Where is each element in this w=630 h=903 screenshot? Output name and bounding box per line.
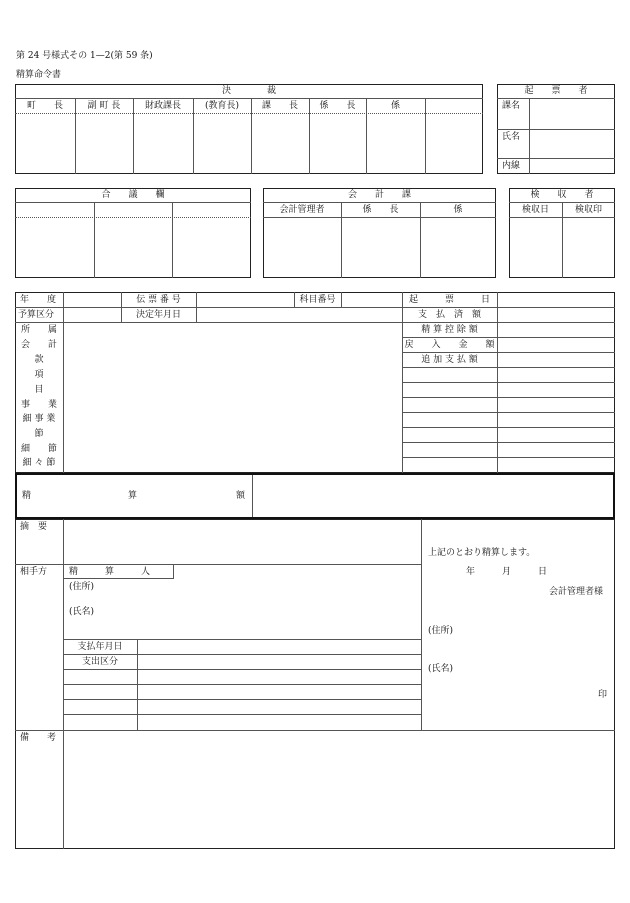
- approval-col-chief: 課 長: [261, 101, 298, 111]
- council-title: 合 議 欄: [101, 190, 165, 200]
- requester-name-label: (氏名): [428, 664, 454, 674]
- inspection-title: 検 収 者: [530, 190, 594, 200]
- approval-title: 決 裁: [221, 86, 276, 96]
- slip-number-label: 伝 票 番 号: [136, 295, 181, 305]
- decision-date-label: 決定年月日: [135, 310, 181, 320]
- requester-address-label: (住所): [428, 626, 454, 636]
- partner-label: 相手方: [20, 567, 48, 577]
- form-number: 第 24 号様式その 1—2(第 59 条): [16, 51, 153, 61]
- drafter-dept-label: 課名: [502, 101, 521, 111]
- accounting-title: 会 計 課: [347, 190, 411, 200]
- additional-pay-label: 追 加 支 払 額: [421, 355, 478, 365]
- year-label: 年 度: [20, 295, 57, 305]
- settlement-amount-box: [15, 473, 615, 519]
- category-subproject: 細 事 業: [22, 414, 56, 424]
- settler-label: 精 算 人: [69, 567, 151, 577]
- summary-label: 摘 要: [20, 522, 48, 532]
- pay-date-label: 支払年月日: [77, 642, 123, 652]
- settlement-char-2: 算: [128, 491, 138, 501]
- inspection-col-seal: 検収印: [574, 205, 602, 215]
- category-setsu: 節: [34, 429, 44, 439]
- category-kou: 項: [34, 370, 44, 380]
- approval-col-mayor: 町 長: [26, 101, 63, 111]
- category-moku: 目: [34, 385, 44, 395]
- address-label: (住所): [69, 582, 95, 592]
- approval-col-finance: 財政課長: [144, 101, 181, 111]
- draft-date-label: 起 票 日: [408, 295, 490, 305]
- addressee-text: 会計管理者様: [549, 587, 604, 597]
- accounting-col-manager: 会計管理者: [279, 205, 325, 215]
- settlement-char-3: 額: [236, 491, 246, 501]
- drafter-title: 起 票 者: [524, 86, 588, 96]
- subject-number-label: 科目番号: [299, 295, 336, 305]
- budget-class-label: 予算区分: [18, 310, 55, 320]
- inspection-col-date: 検収日: [521, 205, 549, 215]
- category-account: 会 計: [20, 340, 57, 350]
- category-project: 事 業: [20, 400, 57, 410]
- category-saisaisetsu: 細 々 節: [22, 458, 56, 468]
- statement-date: 年 月 日: [466, 567, 548, 577]
- approval-col-deputy: 副 町 長: [87, 101, 121, 111]
- drafter-ext-label: 内線: [502, 161, 521, 171]
- drafter-name-label: 氏名: [502, 132, 521, 142]
- seal-mark: 印: [598, 690, 608, 700]
- pay-class-label: 支出区分: [81, 657, 118, 667]
- statement-text: 上記のとおり精算します。: [428, 548, 536, 558]
- approval-col-staff: 係: [390, 101, 400, 111]
- remarks-label: 備 考: [20, 733, 57, 743]
- accounting-col-chief: 係 長: [362, 205, 399, 215]
- settlement-char-1: 精: [22, 491, 32, 501]
- approval-col-education: (教育長): [204, 101, 240, 111]
- approval-col-subchief: 係 長: [319, 101, 356, 111]
- document-title: 精算命令書: [16, 70, 62, 80]
- paid-amount-label: 支 払 済 額: [417, 310, 481, 320]
- refund-label: 戻 入 金 額: [404, 340, 495, 350]
- accounting-col-staff: 係: [453, 205, 463, 215]
- category-affiliation: 所 属: [20, 325, 57, 335]
- name-label: (氏名): [69, 607, 95, 617]
- category-kan: 款: [34, 355, 44, 365]
- deduction-label: 精 算 控 除 額: [421, 325, 478, 335]
- category-saisetsu: 細 節: [20, 444, 57, 454]
